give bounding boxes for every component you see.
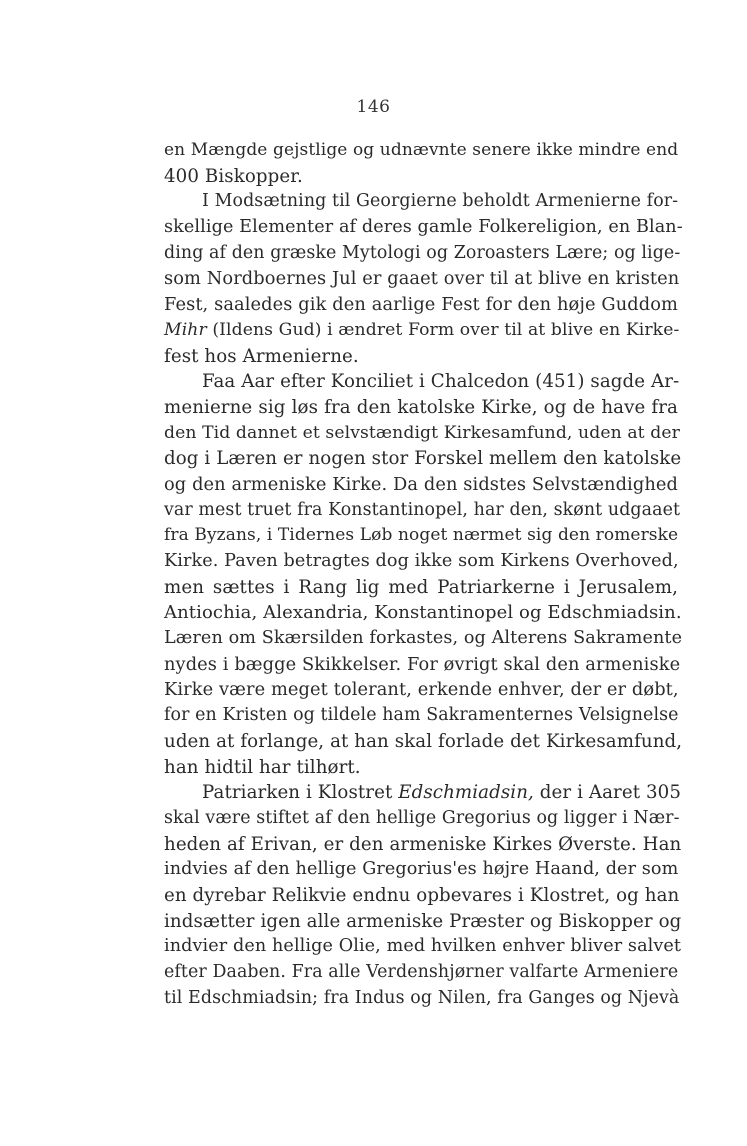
text-line [164, 780, 682, 806]
text-line: indvies af den hellige Gregorius'es højre Haand, der som [164, 859, 679, 880]
text-line: indsætter igen alle armeniske Præster og Biskopper og [164, 910, 682, 932]
text-run: (Ildens Gud) i ændret Form over til at blive en Kirke- [206, 319, 680, 340]
text-line: og den armeniske Kirke. Da den sidstes Selvstændighed [164, 473, 678, 495]
text-line: heden af Erivan, er den armeniske Kirkes Øverste. Han [164, 833, 682, 855]
text-line: 400 Biskopper. [164, 165, 303, 187]
text-line: var mest truet fra Konstantinopel, har den, skønt udgaaet [164, 499, 681, 520]
text-line: han hidtil har tilhørt. [164, 756, 361, 778]
text-line: som Nordboernes Jul er gaaet over til at blive en kristen [164, 268, 680, 290]
text-run: der i Aaret 305 [533, 782, 682, 804]
text-line: skal være stiftet af den hellige Gregorius og ligger i Nær- [164, 807, 680, 828]
text-line: Fest, saaledes gik den aarlige Fest for den høje Guddom [164, 294, 678, 316]
italic-word: Mihr [164, 319, 207, 340]
text-line: en dyrebar Relikvie endnu opbevares i Klostret, og han [164, 884, 680, 906]
text-line: skellige Elementer af deres gamle Folkereligion, en Blan- [164, 217, 683, 238]
text-line: for en Kristen og tildele ham Sakramenternes Velsignelse [164, 705, 679, 726]
text-line: Antiochia, Alexandria, Konstantinopel og Edschmiadsin. [164, 602, 682, 624]
text-line: men sættes i Rang lig med Patriarkerne i Jerusalem, [164, 576, 678, 598]
text-line: fest hos Armenierne. [164, 345, 359, 367]
text-line: efter Daaben. Fra alle Verdenshjørner valfarte Armeniere [164, 962, 679, 982]
text-line [164, 318, 678, 344]
text-line: I Modsætning til Georgierne beholdt Armenierne for- [202, 191, 679, 212]
body-text [164, 138, 683, 1011]
text-line: indvier den hellige Olie, med hvilken enhver bliver salvet [164, 936, 682, 957]
italic-word: Edschmiadsin, [398, 782, 534, 804]
page-number: 146 [356, 97, 391, 117]
text-run: Patriarken i Klostret [202, 782, 399, 804]
text-line: ding af den græske Mytologi og Zoroasters Lære; og lige- [164, 242, 681, 263]
text-line: menierne sig løs fra den katolske Kirke, og de have fra [164, 396, 678, 418]
text-line: den Tid dannet et selvstændigt Kirkesamfund, uden at der [164, 422, 680, 443]
text-line: til Edschmiadsin; fra Indus og Nilen, fra Ganges og Njevà [164, 987, 680, 1008]
text-line: Læren om Skærsilden forkastes, og Alterens Sakramente [164, 628, 683, 649]
text-line: Kirke være meget tolerant, erkende enhver, der er døbt, [164, 679, 679, 701]
text-line: Kirke. Paven betragtes dog ikke som Kirkens Overhoved, [164, 551, 679, 571]
text-line: fra Byzans, i Tidernes Løb noget nærmet sig den romerske [164, 525, 679, 546]
text-line: Faa Aar efter Konciliet i Chalcedon (451) sagde Ar- [202, 371, 680, 393]
text-line: dog i Læren er nogen stor Forskel mellem den katolske [164, 448, 682, 470]
text-line: nydes i bægge Skikkelser. For øvrigt skal den armeniske [164, 653, 681, 675]
text-line: uden at forlange, at han skal forlade det Kirkesamfund, [164, 730, 683, 752]
text-line: en Mængde gejstlige og udnævnte senere ikke mindre end [164, 140, 679, 160]
